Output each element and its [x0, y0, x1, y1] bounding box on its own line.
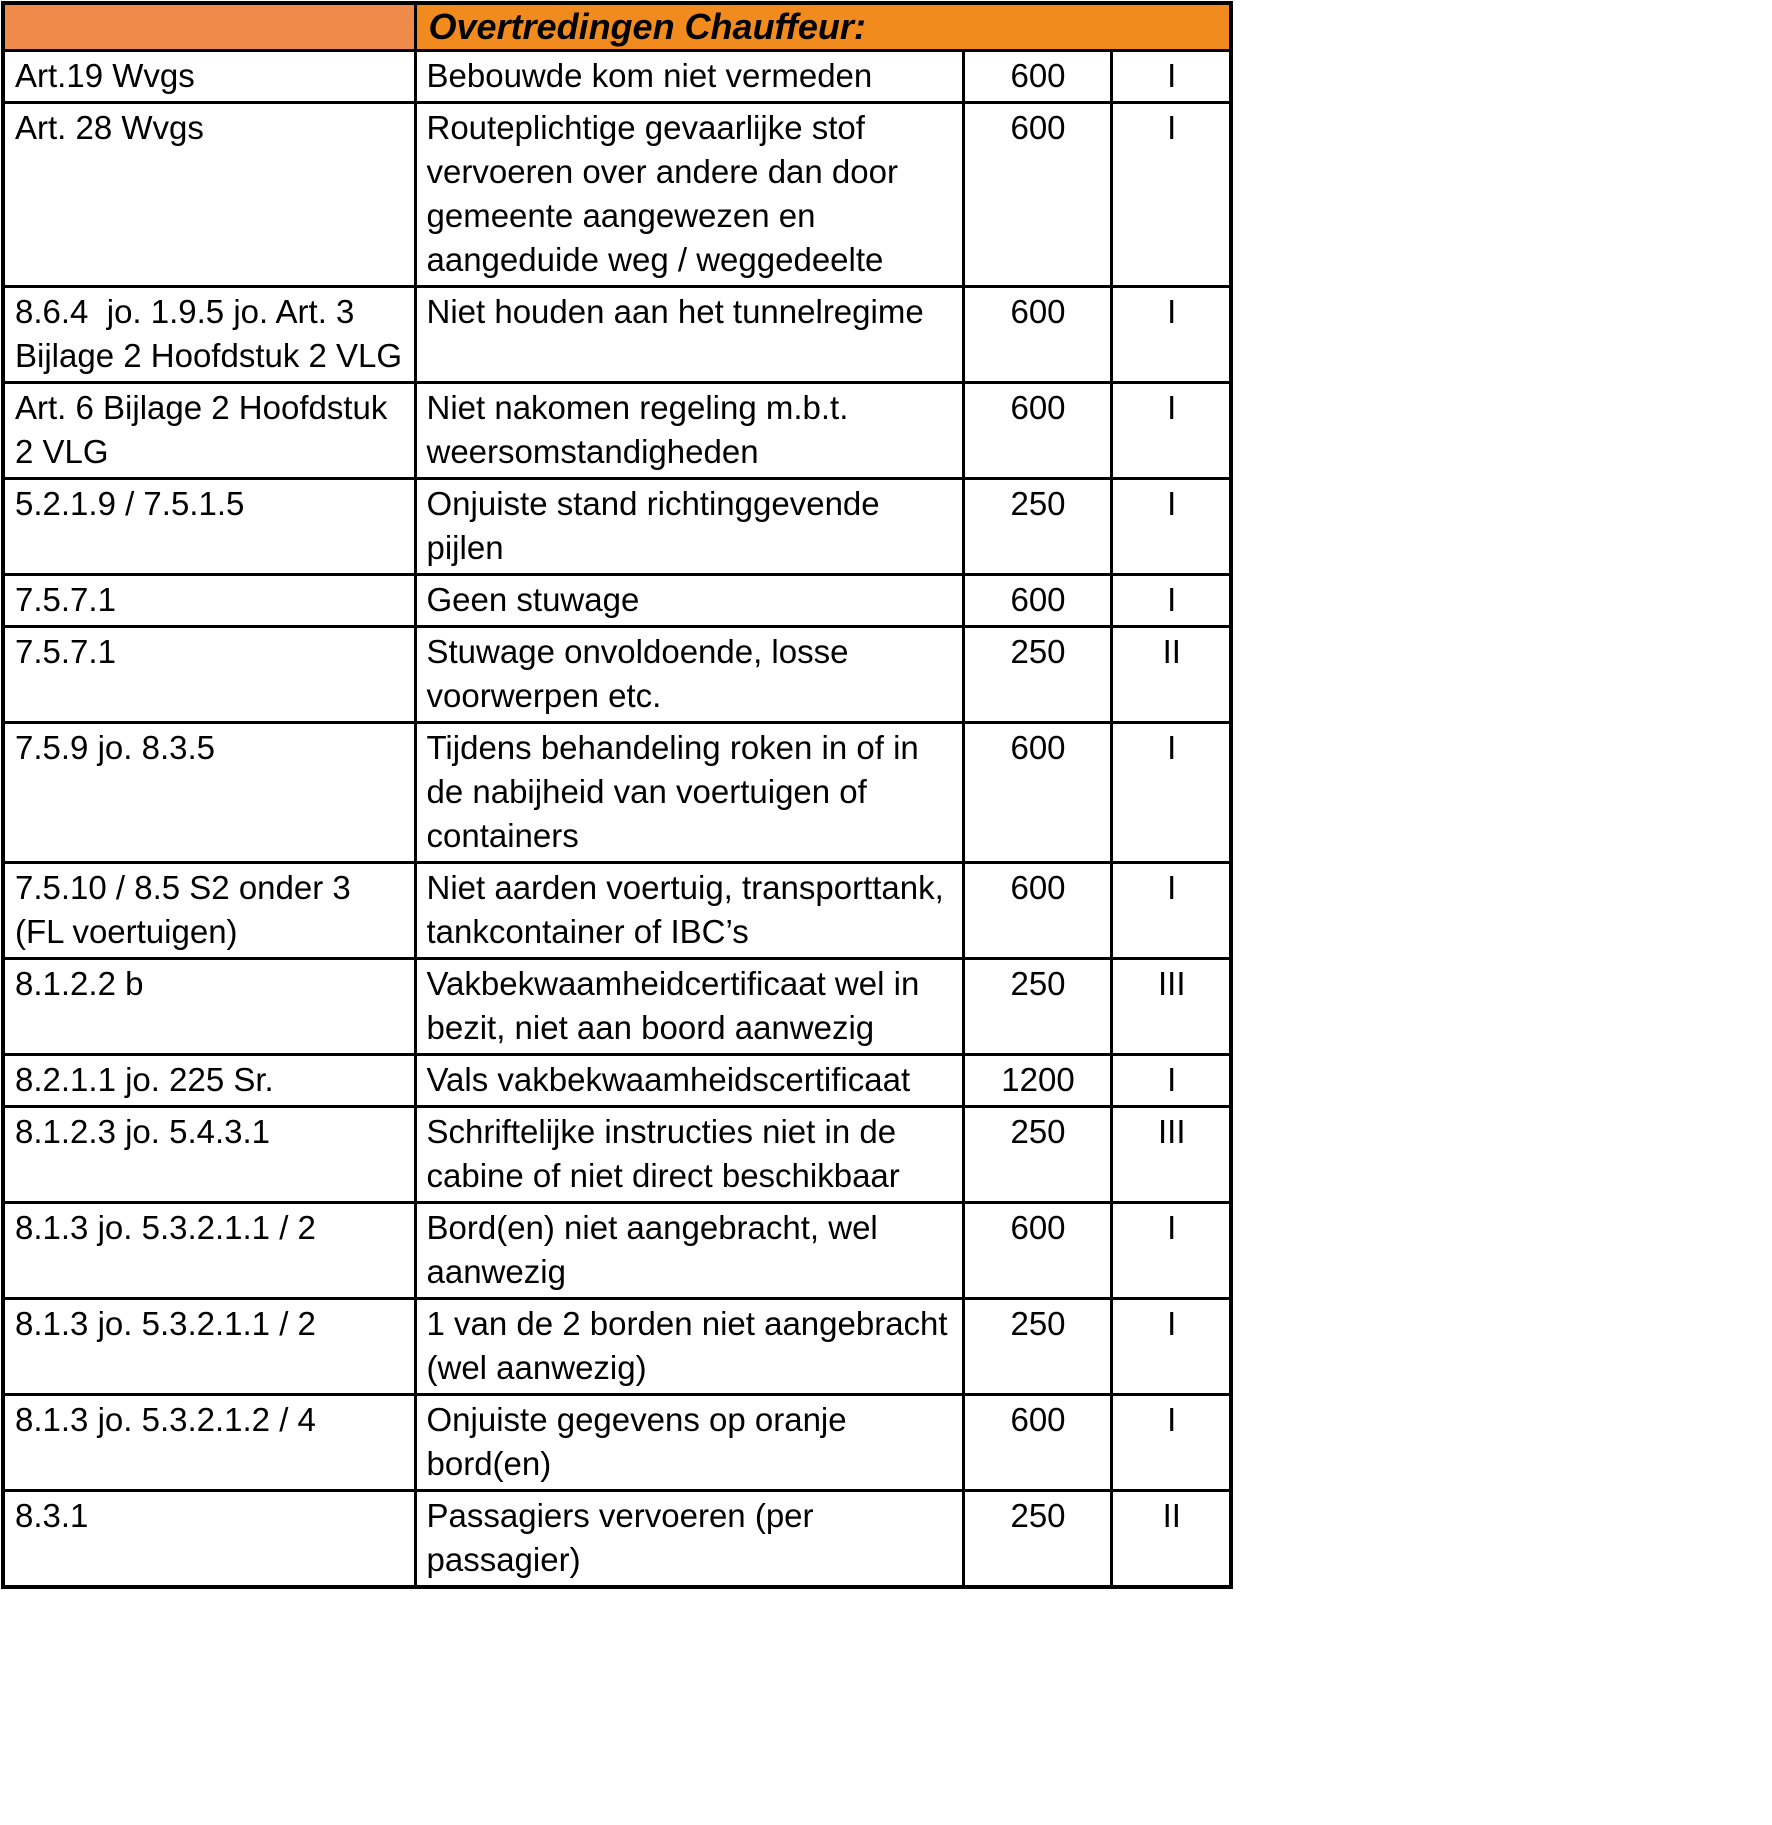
table-title: Overtredingen Chauffeur: — [415, 3, 1231, 51]
description-cell: Bebouwde kom niet vermeden — [415, 51, 963, 103]
amount-cell: 250 — [963, 627, 1111, 723]
category-cell: I — [1111, 1203, 1231, 1299]
category-cell: I — [1111, 287, 1231, 383]
article-cell: 8.2.1.1 jo. 225 Sr. — [3, 1055, 415, 1107]
category-cell: I — [1111, 1299, 1231, 1395]
article-cell: 7.5.7.1 — [3, 575, 415, 627]
article-cell: 8.1.2.2 b — [3, 959, 415, 1055]
table-row — [3, 1203, 1231, 1299]
category-cell: I — [1111, 1055, 1231, 1107]
category-cell: I — [1111, 383, 1231, 479]
description-cell: Niet nakomen regeling m.b.t. weersomstandigheden — [415, 383, 963, 479]
description-cell: Schriftelijke instructies niet in de cabine of niet direct beschikbaar — [415, 1107, 963, 1203]
description-cell: Tijdens behandeling roken in of in de nabijheid van voertuigen of containers — [415, 723, 963, 863]
article-cell: 8.1.3 jo. 5.3.2.1.1 / 2 — [3, 1203, 415, 1299]
amount-cell: 600 — [963, 575, 1111, 627]
amount-cell: 600 — [963, 51, 1111, 103]
violations-table — [1, 1, 1233, 1589]
category-cell: II — [1111, 1491, 1231, 1588]
table-row — [3, 383, 1231, 479]
table-row — [3, 723, 1231, 863]
description-cell: Bord(en) niet aangebracht, wel aanwezig — [415, 1203, 963, 1299]
table-row — [3, 103, 1231, 287]
table-row — [3, 479, 1231, 575]
category-cell: I — [1111, 103, 1231, 287]
table-row — [3, 1107, 1231, 1203]
article-cell: 8.1.2.3 jo. 5.4.3.1 — [3, 1107, 415, 1203]
article-cell: 7.5.7.1 — [3, 627, 415, 723]
amount-cell: 600 — [963, 1395, 1111, 1491]
table-row — [3, 575, 1231, 627]
category-cell: I — [1111, 51, 1231, 103]
table-row — [3, 1395, 1231, 1491]
description-cell: Vals vakbekwaamheidscertificaat — [415, 1055, 963, 1107]
table-row — [3, 627, 1231, 723]
amount-cell: 600 — [963, 383, 1111, 479]
amount-cell: 250 — [963, 1107, 1111, 1203]
table-row — [3, 51, 1231, 103]
category-cell: I — [1111, 723, 1231, 863]
table-row — [3, 863, 1231, 959]
article-cell: 7.5.9 jo. 8.3.5 — [3, 723, 415, 863]
article-cell: 8.6.4 jo. 1.9.5 jo. Art. 3 Bijlage 2 Hoofdstuk 2 VLG — [3, 287, 415, 383]
amount-cell: 600 — [963, 1203, 1111, 1299]
table-row — [3, 1299, 1231, 1395]
amount-cell: 600 — [963, 723, 1111, 863]
amount-cell: 250 — [963, 1491, 1111, 1588]
description-cell: 1 van de 2 borden niet aangebracht (wel aanwezig) — [415, 1299, 963, 1395]
description-cell: Niet aarden voertuig, transporttank, tankcontainer of IBC’s — [415, 863, 963, 959]
category-cell: I — [1111, 575, 1231, 627]
amount-cell: 600 — [963, 103, 1111, 287]
category-cell: I — [1111, 479, 1231, 575]
description-cell: Onjuiste gegevens op oranje bord(en) — [415, 1395, 963, 1491]
table-row — [3, 1491, 1231, 1588]
description-cell: Niet houden aan het tunnelregime — [415, 287, 963, 383]
amount-cell: 250 — [963, 1299, 1111, 1395]
amount-cell: 250 — [963, 479, 1111, 575]
category-cell: I — [1111, 863, 1231, 959]
table-header-row — [3, 3, 1231, 51]
amount-cell: 250 — [963, 959, 1111, 1055]
article-cell: 8.1.3 jo. 5.3.2.1.1 / 2 — [3, 1299, 415, 1395]
article-cell: Art.19 Wvgs — [3, 51, 415, 103]
header-empty-cell — [3, 3, 415, 51]
amount-cell: 600 — [963, 287, 1111, 383]
amount-cell: 1200 — [963, 1055, 1111, 1107]
article-cell: 7.5.10 / 8.5 S2 onder 3 (FL voertuigen) — [3, 863, 415, 959]
article-cell: Art. 6 Bijlage 2 Hoofdstuk 2 VLG — [3, 383, 415, 479]
table-row — [3, 287, 1231, 383]
category-cell: II — [1111, 627, 1231, 723]
amount-cell: 600 — [963, 863, 1111, 959]
article-cell: 8.1.3 jo. 5.3.2.1.2 / 4 — [3, 1395, 415, 1491]
article-cell: Art. 28 Wvgs — [3, 103, 415, 287]
article-cell: 8.3.1 — [3, 1491, 415, 1588]
category-cell: I — [1111, 1395, 1231, 1491]
description-cell: Routeplichtige gevaarlijke stof vervoeren over andere dan door gemeente aangewezen en aangeduide weg / weggedeelte — [415, 103, 963, 287]
category-cell: III — [1111, 1107, 1231, 1203]
category-cell: III — [1111, 959, 1231, 1055]
description-cell: Stuwage onvoldoende, losse voorwerpen etc. — [415, 627, 963, 723]
description-cell: Vakbekwaamheidcertificaat wel in bezit, niet aan boord aanwezig — [415, 959, 963, 1055]
description-cell: Passagiers vervoeren (per passagier) — [415, 1491, 963, 1588]
article-cell: 5.2.1.9 / 7.5.1.5 — [3, 479, 415, 575]
description-cell: Onjuiste stand richtinggevende pijlen — [415, 479, 963, 575]
table-row — [3, 1055, 1231, 1107]
description-cell: Geen stuwage — [415, 575, 963, 627]
table-row — [3, 959, 1231, 1055]
